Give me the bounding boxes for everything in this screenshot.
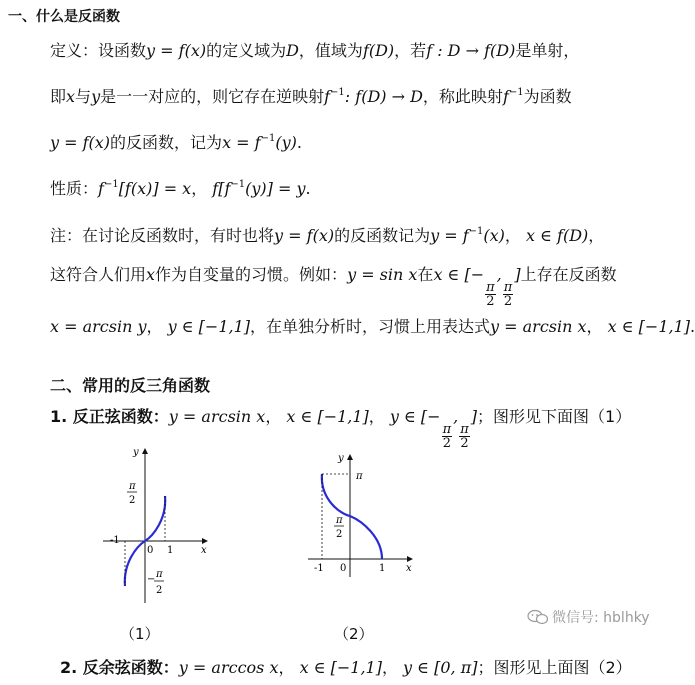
- note-line-3: x = arcsin y， y ∈ [−1,1]，在单独分析时，习惯上用表达式y = arcsin x， x ∈ [−1,1].: [50, 317, 695, 336]
- y-axis-label: y: [133, 447, 139, 458]
- wechat-icon: [527, 609, 549, 625]
- tick-label: -1: [110, 535, 120, 546]
- tick-label: -1: [314, 563, 324, 574]
- y-axis-label: y: [338, 453, 344, 464]
- watermark: 微信号: hblhky: [527, 607, 650, 627]
- arccos-curve: [322, 474, 382, 559]
- section-heading-2: 二、常用的反三角函数: [50, 376, 211, 395]
- tick-label: 0: [147, 545, 154, 556]
- tick-label: 2: [129, 495, 136, 506]
- arccos-line: 2. 反余弦函数：y = arccos x， x ∈ [−1,1]， y ∈ [0, π]；图形见上面图（2）: [60, 658, 632, 677]
- note-line-2: 这符合人们用x作为自变量的习惯。例如：y = sin x在x ∈ [− $\frac{\pi}{2}$ , $\frac{\pi}{2}$ ]上存在反函数: [50, 265, 617, 309]
- tick-label: π: [336, 515, 343, 526]
- tick-label: 2: [156, 585, 163, 596]
- tick-label: π: [356, 471, 363, 482]
- tick-label: −: [147, 574, 156, 585]
- tick-label: 1: [167, 545, 174, 556]
- arccos-graph: [300, 449, 420, 589]
- section-heading: 一、什么是反函数: [8, 9, 120, 25]
- tick-label: 1: [379, 563, 386, 574]
- definition-line-3: y = f(x)的反函数，记为$x = f^{-1}(y)$.: [50, 133, 302, 152]
- definition-line-2: 即x与y是一一对应的，则它存在逆映射$f^{-1}$: f(D) → D，称此映射$f^{-1}$为函数: [50, 87, 572, 106]
- x-axis-label: x: [406, 563, 412, 574]
- figure-2-caption: （2）: [334, 625, 374, 643]
- figure-1-caption: （1）: [120, 625, 160, 643]
- property-line: 性质：$f^{-1}[f(x)] = x$， $f[f^{-1}(y)] = y$.: [50, 179, 311, 198]
- definition-line-1: 定义：设函数y = f(x)的定义域为D，值域为f(D)，若f : D → f(D)是单射，: [50, 41, 580, 60]
- x-axis-label: x: [201, 545, 207, 556]
- arcsin-graph: [95, 443, 215, 608]
- tick-label: π: [129, 481, 136, 492]
- arcsin-line: 1. 反正弦函数：y = arcsin x， x ∈ [−1,1]， y ∈ [− $\frac{\pi}{2}$ , $\frac{\pi}{2}$ ]；图形见下面图（1）: [50, 407, 632, 451]
- tick-label: π: [156, 569, 163, 580]
- tick-label: 2: [336, 529, 343, 540]
- tick-label: 0: [340, 563, 347, 574]
- note-line-1: 注：在讨论反函数时，有时也将y = f(x)的反函数记为$y = f^{-1}(x)$， x ∈ f(D)，: [50, 226, 605, 245]
